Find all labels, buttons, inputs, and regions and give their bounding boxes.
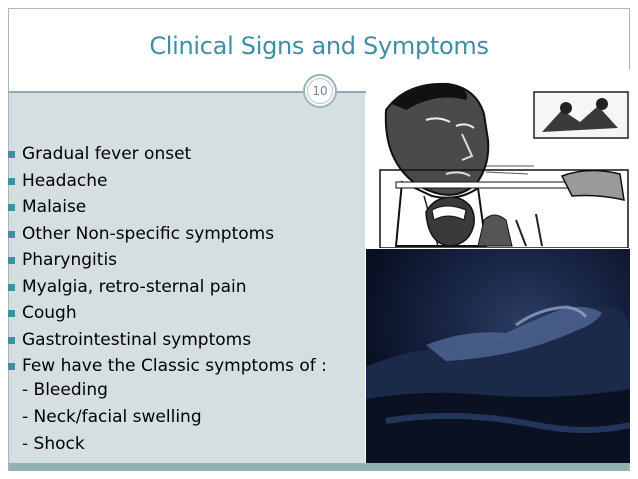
page-number-badge	[303, 74, 337, 108]
sick-patient-sketch	[366, 70, 630, 248]
page-number: 10	[312, 84, 328, 98]
bullet-icon	[8, 204, 15, 211]
list-item: Other Non-specific symptoms	[0, 221, 327, 248]
bottom-bar	[9, 463, 629, 471]
bullet-icon	[8, 284, 15, 291]
patient-lying-photo	[366, 249, 630, 463]
bullet-icon	[8, 151, 15, 158]
list-item: Pharyngitis	[0, 247, 327, 274]
sub-item-swelling: - Neck/facial swelling	[22, 407, 202, 427]
list-item: Few have the Classic symptoms of :	[0, 353, 327, 380]
bullet-icon	[8, 337, 15, 344]
list-item: Cough	[0, 300, 327, 327]
bullet-icon	[8, 231, 15, 238]
list-item: Headache	[0, 168, 327, 195]
bullet-icon	[8, 310, 15, 317]
sub-item-shock: - Shock	[22, 434, 85, 454]
slide-title: Clinical Signs and Symptoms	[149, 32, 489, 60]
symptom-list	[0, 141, 327, 380]
list-item: Gastrointestinal symptoms	[0, 327, 327, 354]
bullet-icon	[8, 257, 15, 264]
bullet-icon	[8, 178, 15, 185]
list-item: Malaise	[0, 194, 327, 221]
bullet-icon	[8, 363, 15, 370]
list-item: Myalgia, retro-sternal pain	[0, 274, 327, 301]
sub-item-bleeding: - Bleeding	[22, 380, 108, 400]
list-item: Gradual fever onset	[0, 141, 327, 168]
